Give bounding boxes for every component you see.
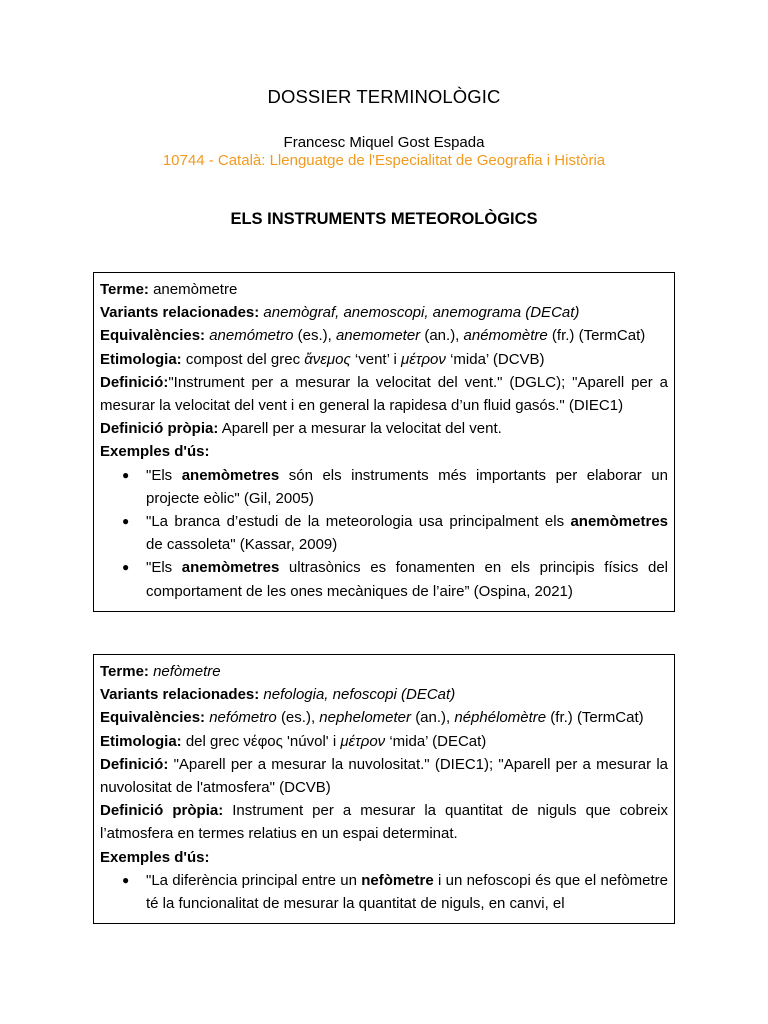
own-definition-label: Definició pròpia: <box>100 802 224 820</box>
variants-label: Variants relacionades: <box>100 304 260 322</box>
etymology-text: del grec <box>185 732 244 750</box>
term-label: Terme: <box>100 663 149 680</box>
list-item: ● "La diferència principal entre un nefòmetre i un nefoscopi és que el nefòmetre té la funcionalitat de mesurar la quantitat de niguls, en canvi, el <box>122 871 669 913</box>
etymology-text: ‘vent’ i <box>350 350 402 368</box>
equivalent-lang: (fr.) (TermCat) <box>551 327 646 345</box>
definition-line <box>100 753 668 799</box>
variants-value: anemògraf, anemoscopi, anemograma (DECat) <box>263 304 580 322</box>
definition-line <box>100 371 668 417</box>
highlighted-term: anemòmetres <box>181 559 280 577</box>
equivalent-lang: (an.), <box>415 709 455 727</box>
examples-label: Exemples d'ús: <box>100 443 210 461</box>
etymology-line <box>100 730 668 753</box>
highlighted-term: anemòmetres <box>570 513 668 531</box>
equivalent-term: néphélomètre <box>454 709 547 727</box>
author-name: Francesc Miquel Gost Espada <box>283 134 485 151</box>
definition-text: "Aparell per a mesurar la nuvolositat." (DIEC1); "Aparell per a mesurar la nuvolositat de l'atmosfera" (DCVB) <box>100 755 668 797</box>
equivalent-lang: (es.), <box>280 709 320 727</box>
etymology-line <box>100 348 668 371</box>
etymology-text: compost del grec <box>185 350 305 368</box>
equivalent-term: anemometer <box>335 327 421 345</box>
equivalences-line <box>100 324 668 347</box>
list-item: ● "Els anemòmetres ultrasònics es fonamenten en els principis físics del comportament de les ones mecàniques de l’aire” (Ospina, 2021) <box>122 559 668 600</box>
course-name: 10744 - Català: Llenguatge de l'Especialitat de Geografia i Història <box>162 152 606 169</box>
equivalences-label: Equivalències: <box>100 327 206 345</box>
equivalences-line <box>100 706 668 729</box>
equivalences-label: Equivalències: <box>100 709 206 727</box>
examples-list <box>100 464 668 603</box>
greek-word: μέτρον <box>401 350 446 368</box>
list-item: ● "Els anemòmetres són els instruments més importants per elaborar un projecte eòlic" (Gil, 2005) <box>122 466 668 507</box>
etymology-label: Etimologia: <box>100 732 182 750</box>
variants-value: nefologia, nefoscopi (DECat) <box>263 686 456 704</box>
equivalent-term: anémomètre <box>463 327 548 345</box>
greek-word: ἄνεμος <box>304 350 351 368</box>
greek-word: νέφος <box>243 732 283 750</box>
examples-list <box>100 869 668 915</box>
term-line <box>100 278 668 301</box>
etymology-text: 'núvol' i <box>282 732 341 750</box>
etymology-label: Etimologia: <box>100 350 182 368</box>
term-card-nefometre <box>93 654 675 924</box>
equivalent-term: nephelometer <box>319 709 412 727</box>
section-title: ELS INSTRUMENTS METEOROLÒGICS <box>230 210 538 228</box>
highlighted-term: nefòmetre <box>361 871 434 889</box>
variants-label: Variants relacionades: <box>100 686 260 704</box>
equivalent-lang: (an.), <box>424 327 464 345</box>
etymology-text: ‘mida’ (DCVB) <box>445 350 545 368</box>
equivalent-term: anemómetro <box>209 327 294 345</box>
own-definition-line <box>100 417 668 440</box>
term-value: nefòmetre <box>153 663 221 680</box>
greek-word: μέτρον <box>340 732 386 750</box>
variants-line <box>100 683 668 706</box>
own-definition-label: Definició pròpia: <box>100 420 219 438</box>
own-definition-text: Aparell per a mesurar la velocitat del vent. <box>221 420 502 438</box>
definition-text: "Instrument per a mesurar la velocitat del vent." (DGLC); "Aparell per a mesurar la velocitat del vent i en general la rapidesa d’un fluid gasós." (DIEC1) <box>100 373 668 415</box>
term-card-anemometre <box>93 272 675 612</box>
equivalent-lang: (es.), <box>297 327 336 345</box>
term-label: Terme: <box>100 281 149 298</box>
examples-label: Exemples d'ús: <box>100 848 210 866</box>
equivalent-term: nefómetro <box>209 709 277 727</box>
document-title: DOSSIER TERMINOLÒGIC <box>267 86 501 107</box>
list-item: ● "La branca d’estudi de la meteorologia usa principalment els anemòmetres de cassoleta" (Kassar, 2009) <box>122 513 668 554</box>
highlighted-term: anemòmetres <box>181 466 280 484</box>
definition-label: Definició: <box>100 755 169 773</box>
equivalent-lang: (fr.) (TermCat) <box>550 709 644 727</box>
variants-line <box>100 301 668 324</box>
definition-label: Definició: <box>100 373 169 391</box>
own-definition-line <box>100 799 668 845</box>
term-line <box>100 660 668 683</box>
term-value: anemòmetre <box>153 281 238 298</box>
own-definition-text: Instrument per a mesurar la quantitat de niguls que cobreix l’atmosfera en termes relatius en un espai determinat. <box>100 802 668 843</box>
etymology-text: ‘mida’ (DECat) <box>385 732 487 750</box>
